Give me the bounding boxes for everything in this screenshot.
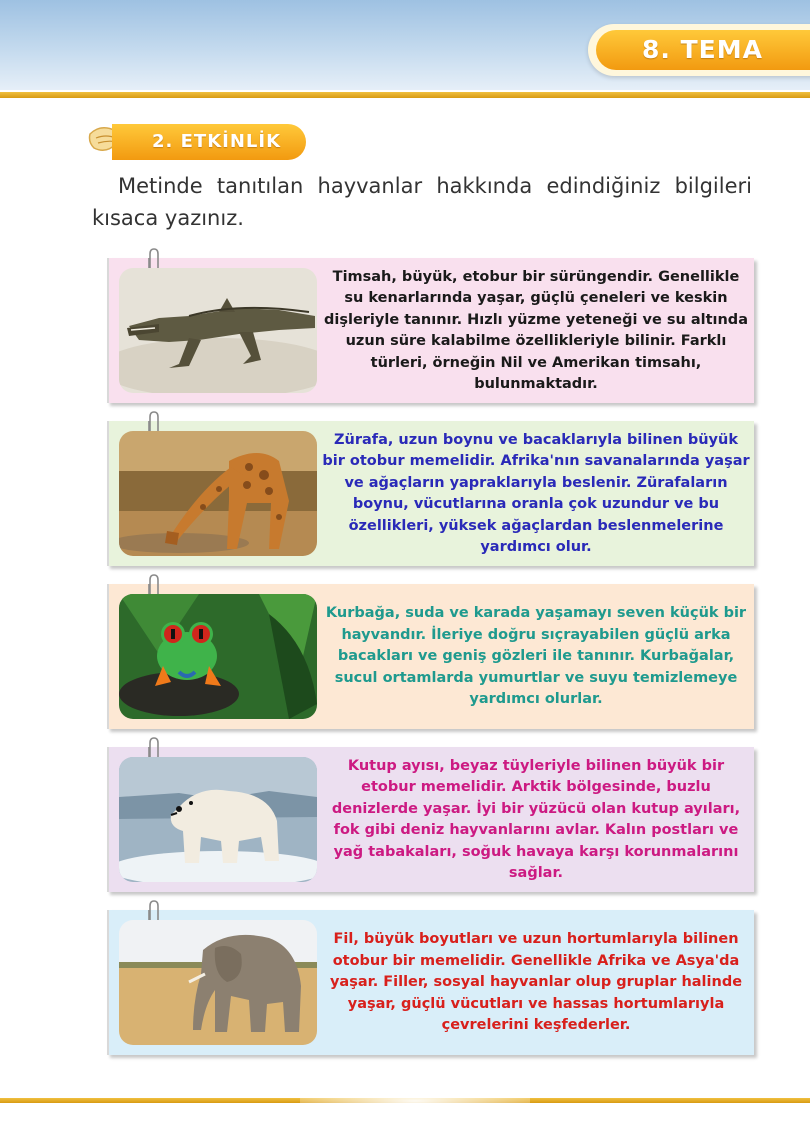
animal-card-giraffe <box>107 421 754 566</box>
giraffe-description: Zürafa, uzun boynu ve bacaklarıyla bilinen büyük bir otobur memelidir. Afrika'nın savanalarında yaşar ve ağaçların yapraklarıyla beslenir. Zürafaların boynu, vücutlarına oranla çok uzundur ve bu özellikleri, yüksek ağaçlardan beslenmelerine yardımcı olur. <box>322 431 750 555</box>
polar-bear-description: Kutup ayısı, beyaz tüyleriyle bilinen büyük bir etobur memelidir. Arktik bölgesinde, buzlu denizlerde yaşar. İyi bir yüzücü olan kutup ayıları, fok gibi deniz hayvanlarını avlar. Kalın postları ve yağ tabakaları, soğuk havaya karşı korunmalarını sağlar. <box>331 757 741 881</box>
crocodile-photo <box>119 268 317 393</box>
animal-card-elephant <box>107 910 754 1055</box>
animal-card-frog <box>107 584 754 729</box>
elephant-description: Fil, büyük boyutları ve uzun hortumlarıyla bilinen otobur bir memelidir. Genellikle Afrika ve Asya'da yaşar. Filler, sosyal hayvanlar olup gruplar halinde yaşar, güçlü vücutları ve hassas hortumlarıyla çevrelerini keşfederler. <box>329 931 743 1034</box>
polar-bear-photo <box>119 757 317 882</box>
frog-description: Kurbağa, suda ve karada yaşamayı seven küçük bir hayvandır. İleriye doğru sıçrayabilen güçlü arka bacakları ve geniş gözleri ile tanınır. Kurbağalar, sucul ortamlarda yumurtlar ve suyu temizlemeye yardımcı olurlar. <box>325 605 747 708</box>
elephant-photo <box>119 920 317 1045</box>
animal-card-polar-bear <box>107 747 754 892</box>
giraffe-photo <box>119 431 317 556</box>
frog-photo <box>119 594 317 719</box>
activity-title: 2. ETKİNLİK <box>112 124 306 160</box>
tema-label: 8. TEMA <box>596 30 810 70</box>
footer-glow <box>300 1086 530 1116</box>
activity-instruction: Metinde tanıtılan hayvanlar hakkında edindiğiniz bilgileri kısaca yazınız. <box>92 174 752 230</box>
header-divider <box>0 92 810 98</box>
animal-card-crocodile <box>107 258 754 403</box>
crocodile-description: Timsah, büyük, etobur bir sürüngendir. Genellikle su kenarlarında yaşar, güçlü çeneleri ve keskin dişleriyle tanınır. Hızlı yüzme yeteneği ve su altında uzun süre kalabilme özellikleriyle bilinir. Farklı türleri, örneğin Nil ve Amerikan timsahı, bulunmaktadır. <box>324 268 748 392</box>
